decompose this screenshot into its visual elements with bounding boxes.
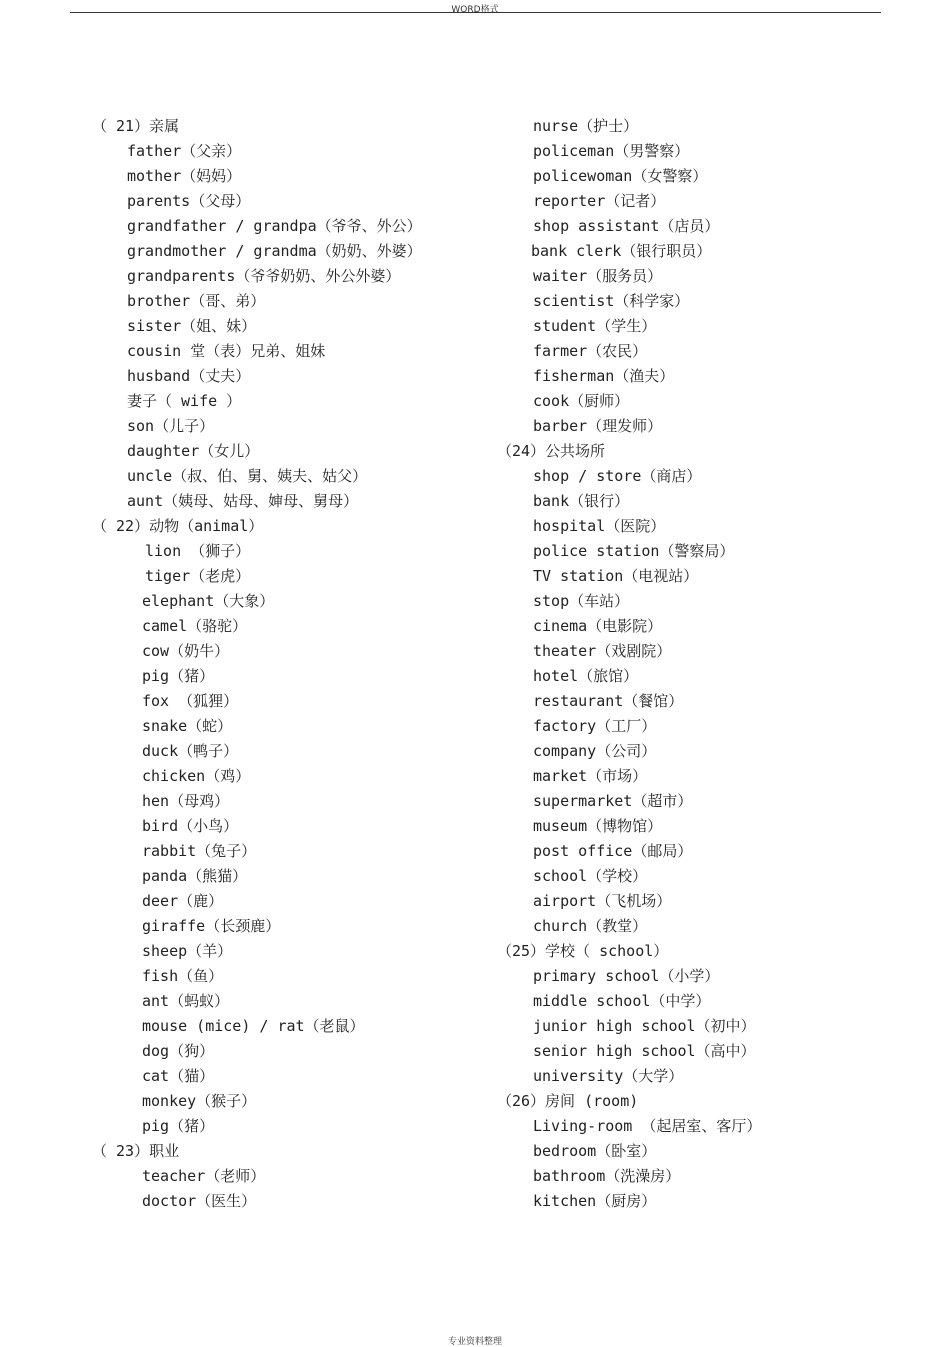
vocab-item: chicken（鸡） <box>142 767 251 785</box>
vocab-item: shop assistant（店员） <box>533 217 720 235</box>
vocab-item: camel（骆驼） <box>142 617 248 635</box>
vocab-item: bathroom（洗澡房） <box>533 1167 681 1185</box>
kin-list <box>92 139 492 514</box>
vocab-item: hotel（旅馆） <box>533 667 639 685</box>
vocab-item: farmer（农民） <box>533 342 648 360</box>
vocab-item: deer（鹿） <box>142 892 224 910</box>
vocab-item: Living-room （起居室、客厅） <box>533 1117 762 1135</box>
right-column <box>497 114 917 1214</box>
vocab-item: 妻子（ wife ） <box>127 392 242 410</box>
vocab-item: son（儿子） <box>127 417 215 435</box>
vocab-item: tiger（老虎） <box>145 567 251 585</box>
place-list <box>497 464 917 939</box>
vocab-item: university（大学） <box>533 1067 684 1085</box>
vocab-item: pig（猪） <box>142 667 215 685</box>
vocab-item: bird（小鸟） <box>142 817 239 835</box>
vocab-item: cow（奶牛） <box>142 642 230 660</box>
vocab-item: airport（飞机场） <box>533 892 672 910</box>
vocab-item: sister（姐、妹） <box>127 317 257 335</box>
vocab-item: hospital（医院） <box>533 517 666 535</box>
vocab-item: elephant（大象） <box>142 592 275 610</box>
vocab-item: duck（鸭子） <box>142 742 239 760</box>
vocab-item: parents（父母） <box>127 192 251 210</box>
job-list-continued <box>497 114 917 439</box>
vocab-item: church（教堂） <box>533 917 648 935</box>
vocab-item: police station（警察局） <box>533 542 735 560</box>
vocab-item: sheep（羊） <box>142 942 233 960</box>
vocab-item: stop（车站） <box>533 592 630 610</box>
vocab-item: factory（工厂） <box>533 717 657 735</box>
vocab-item: cook（厨师） <box>533 392 630 410</box>
vocab-item: dog（狗） <box>142 1042 215 1060</box>
vocab-item: doctor（医生） <box>142 1192 257 1210</box>
vocab-item: monkey（猴子） <box>142 1092 257 1110</box>
vocab-item: brother（哥、弟） <box>127 292 266 310</box>
vocab-item: teacher（老师） <box>142 1167 266 1185</box>
vocab-item: fish（鱼） <box>142 967 224 985</box>
vocab-item: company（公司） <box>533 742 657 760</box>
vocab-item: grandparents（爷爷奶奶、外公外婆） <box>127 267 401 285</box>
vocab-item: waiter（服务员） <box>533 267 663 285</box>
vocab-item: TV station（电视站） <box>533 567 699 585</box>
vocab-item: shop / store（商店） <box>533 467 702 485</box>
room-list <box>497 1114 917 1214</box>
vocab-item: student（学生） <box>533 317 657 335</box>
left-column <box>92 114 492 1214</box>
vocab-item: snake（蛇） <box>142 717 233 735</box>
vocab-item: market（市场） <box>533 767 648 785</box>
vocab-item: ant（蚂蚁） <box>142 992 230 1010</box>
vocab-item: daughter（女儿） <box>127 442 260 460</box>
vocab-item: bank clerk（银行职员） <box>531 242 712 260</box>
vocab-item: museum（博物馆） <box>533 817 663 835</box>
vocab-item: mother（妈妈） <box>127 167 242 185</box>
section-heading-25: （25）学校（ school） <box>497 942 669 960</box>
vocab-item: policeman（男警察） <box>533 142 690 160</box>
section-heading-22: （ 22）动物（animal） <box>92 517 264 535</box>
vocab-item: mouse (mice) / rat（老鼠） <box>142 1017 365 1035</box>
vocab-item: middle school（中学） <box>533 992 711 1010</box>
vocab-item: husband（丈夫） <box>127 367 251 385</box>
vocab-item: theater（戏剧院） <box>533 642 672 660</box>
vocab-item: nurse（护士） <box>533 117 639 135</box>
vocab-item: giraffe（长颈鹿） <box>142 917 281 935</box>
job-list <box>92 1164 492 1214</box>
vocab-item: primary school（小学） <box>533 967 720 985</box>
vocab-item: kitchen（厨房） <box>533 1192 657 1210</box>
vocab-item: fisherman（渔夫） <box>533 367 675 385</box>
vocab-item: senior high school（高中） <box>533 1042 756 1060</box>
vocab-item: cat（猫） <box>142 1067 215 1085</box>
header-text: WORD格式 <box>451 5 499 15</box>
section-heading-26: （26）房间 (room) <box>497 1092 639 1110</box>
vocab-item: scientist（科学家） <box>533 292 690 310</box>
vocab-item: post office（邮局） <box>533 842 693 860</box>
vocab-item: pig（猪） <box>142 1117 215 1135</box>
vocab-item: grandmother / grandma（奶奶、外婆） <box>127 242 422 260</box>
header-rule <box>70 12 881 13</box>
section-heading-21: （ 21）亲属 <box>92 117 180 135</box>
vocab-item: junior high school（初中） <box>533 1017 756 1035</box>
vocab-item: restaurant（餐馆） <box>533 692 684 710</box>
vocab-item: aunt（姨母、姑母、婶母、舅母） <box>127 492 359 510</box>
section-heading-24: （24）公共场所 <box>497 442 606 460</box>
vocab-item: school（学校） <box>533 867 648 885</box>
vocab-item: bank（银行） <box>533 492 630 510</box>
vocab-item: uncle（叔、伯、舅、姨夫、姑父） <box>127 467 368 485</box>
vocab-item: cousin 堂（表）兄弟、姐妹 <box>127 342 326 360</box>
vocab-item: barber（理发师） <box>533 417 663 435</box>
school-list <box>497 964 917 1089</box>
vocab-item: supermarket（超市） <box>533 792 693 810</box>
vocab-item: cinema（电影院） <box>533 617 663 635</box>
vocab-item: rabbit（兔子） <box>142 842 257 860</box>
vocab-item: fox （狐狸） <box>142 692 239 710</box>
animal-list <box>92 539 492 1139</box>
vocab-item: bedroom（卧室） <box>533 1142 657 1160</box>
vocab-item: policewoman（女警察） <box>533 167 708 185</box>
page-footer: 专业资料整理 <box>447 1337 502 1347</box>
vocab-item: father（父亲） <box>127 142 242 160</box>
vocab-item: grandfather / grandpa（爷爷、外公） <box>127 217 422 235</box>
section-heading-23: （ 23）职业 <box>92 1142 180 1160</box>
vocab-item: hen（母鸡） <box>142 792 230 810</box>
vocab-item: lion （狮子） <box>145 542 251 560</box>
vocab-item: reporter（记者） <box>533 192 666 210</box>
vocab-item: panda（熊猫） <box>142 867 248 885</box>
